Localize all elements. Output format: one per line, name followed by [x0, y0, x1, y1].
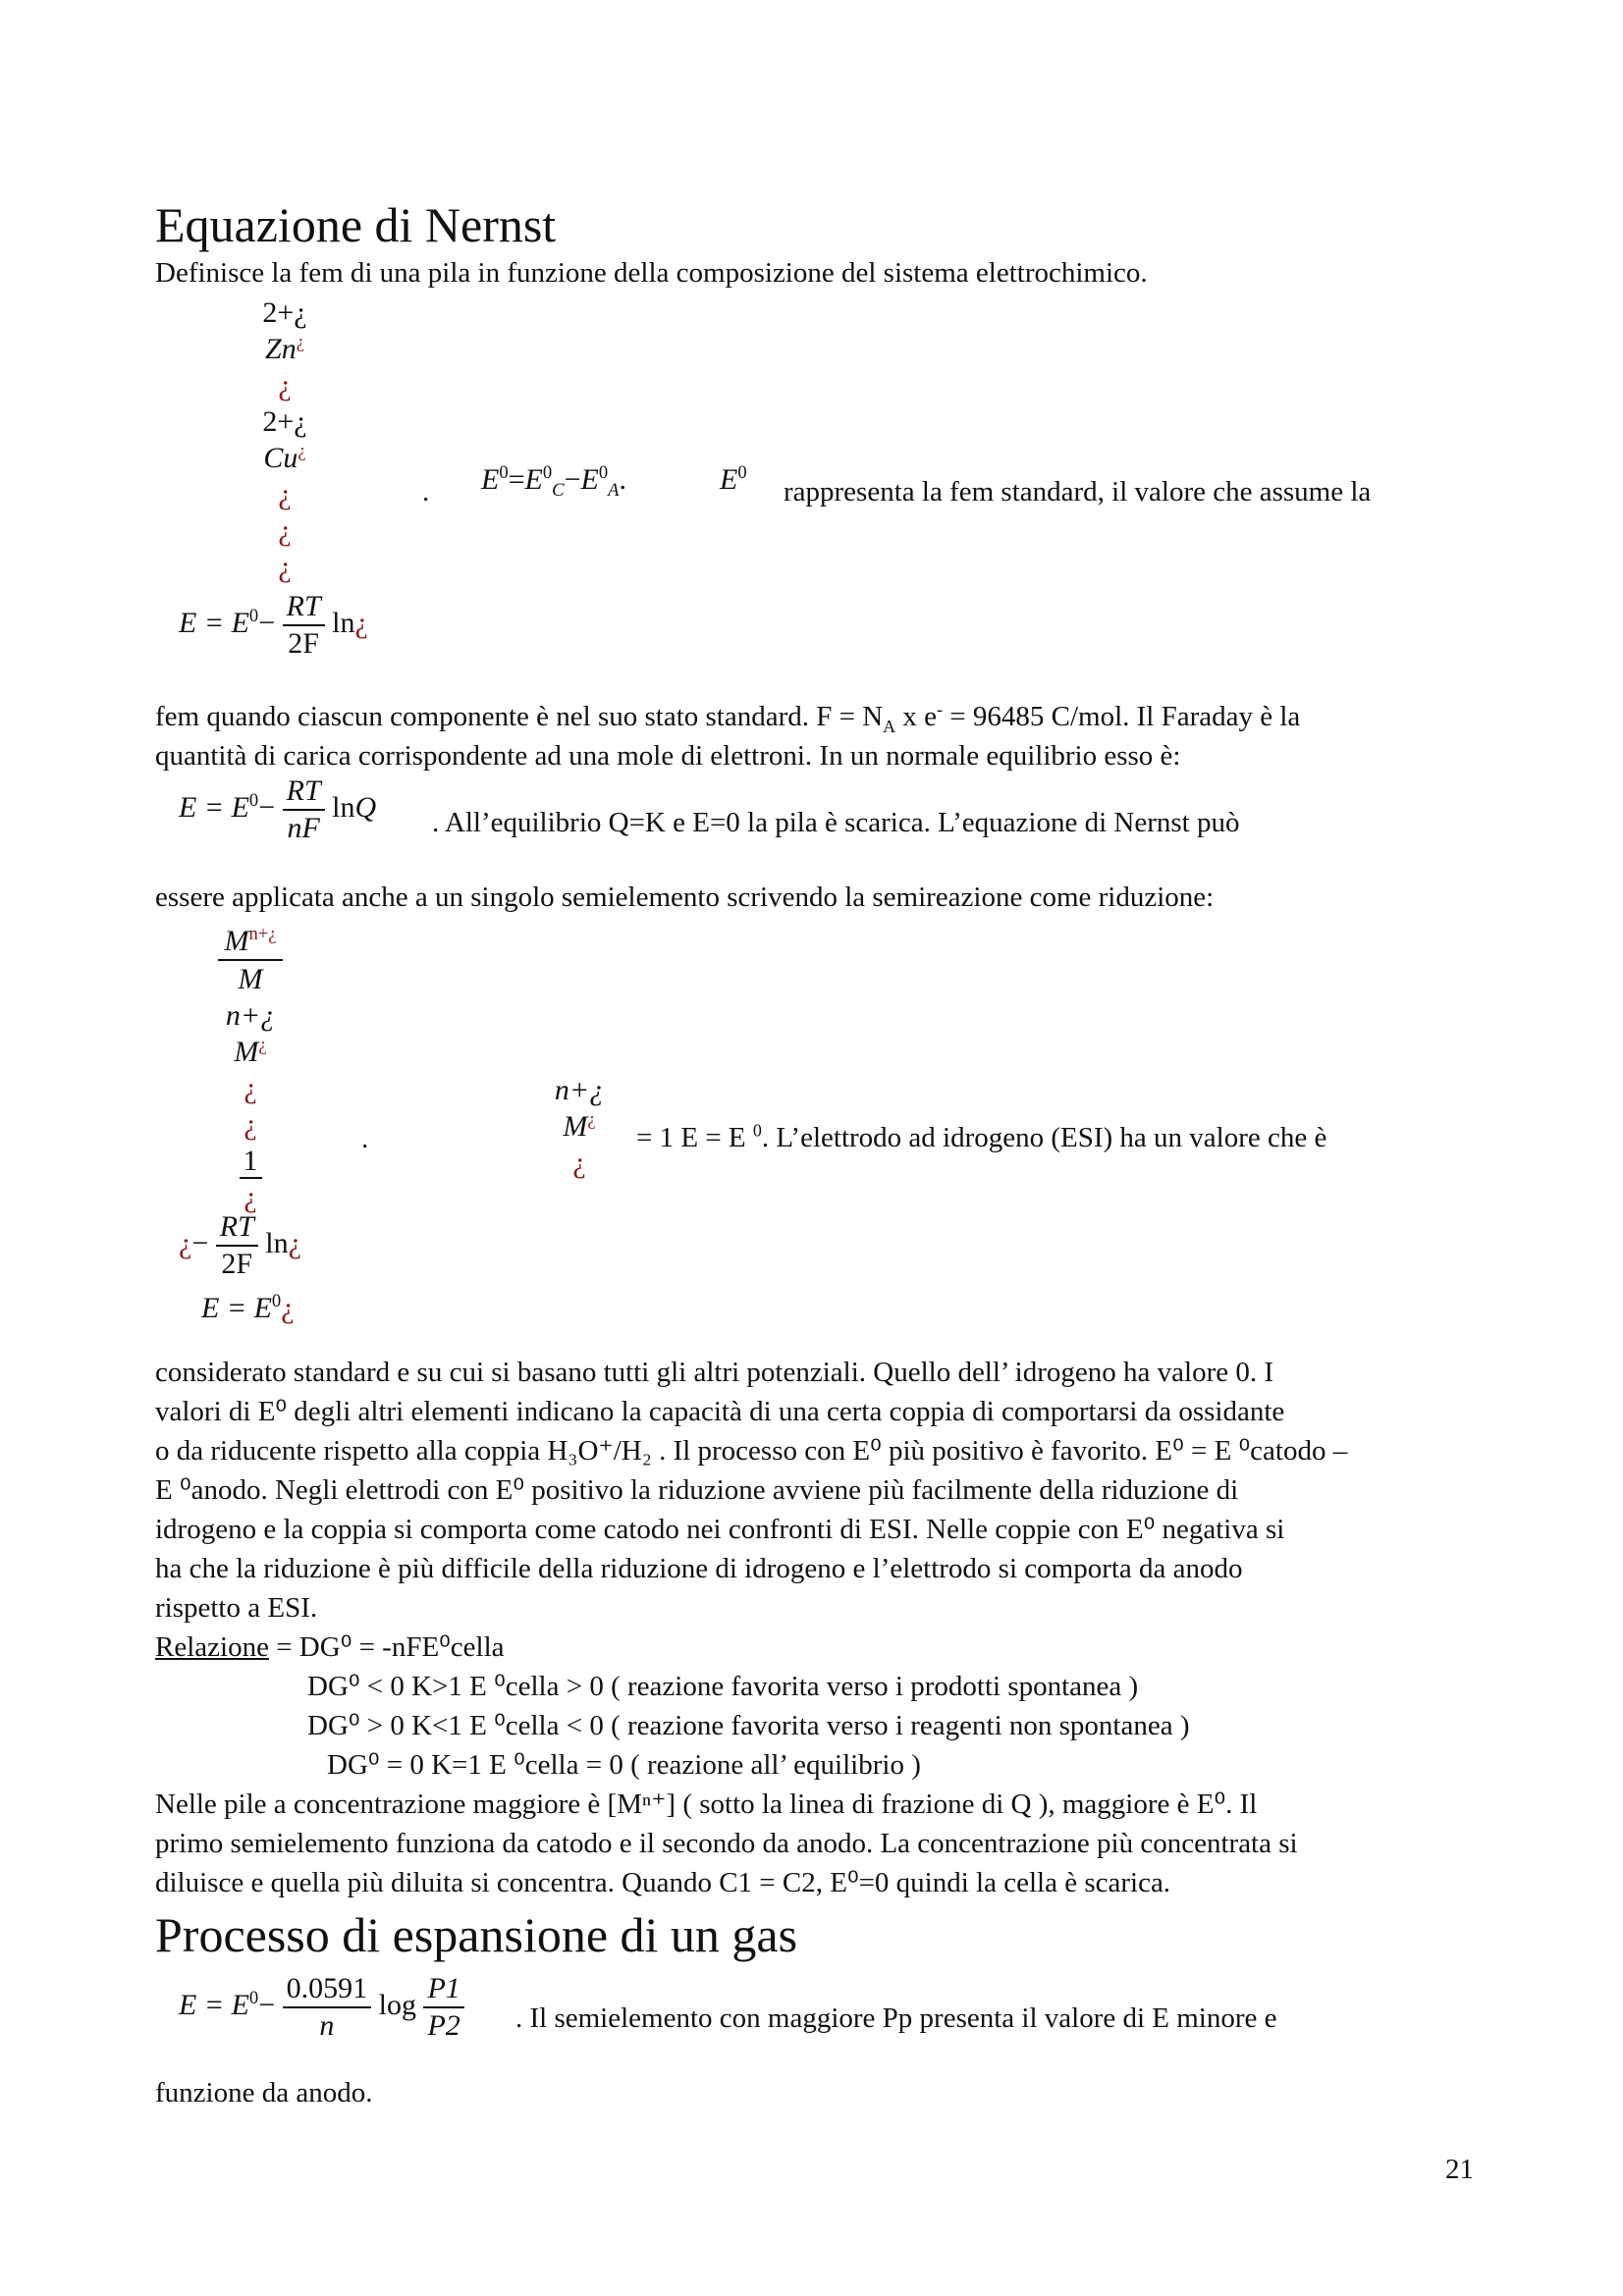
relation-row: DG⁰ < 0 K>1 E ⁰cella > 0 ( reazione favorita verso i prodotti spontanea ) — [307, 1671, 1139, 1702]
e0-symbol: $E^0$ — [720, 462, 747, 496]
nernst-equation-zn-cu: $E = E^0-$ $\frac{RT}{2F}$ ln¿ — [179, 590, 368, 660]
gas-expansion-text: . Il semielemento con maggiore Pp presenta il valore di E minore e — [515, 2002, 1277, 2034]
math-stack-top: 2+¿ Zn¿ ¿ 2+¿ Cu¿ ¿ ¿ ¿ — [262, 296, 307, 583]
gas-expansion-equation: $E = E^0-$ $\frac{0.0591}{n}$ log $\frac{P1}{P2}$ — [179, 1971, 464, 2044]
section-title-gas-expansion: Processo di espansione di un gas — [155, 1907, 798, 1962]
semielement-intro: essere applicata anche a un singolo semielemento scrivendo la semireazione come riduzione: — [155, 881, 1215, 913]
math-stack-semielement: $M^{n+¿}$ M n+¿ M¿ ¿ ¿ 1 ¿ — [201, 923, 299, 1215]
faraday-paragraph: fem quando ciascun componente è nel suo stato standard. $F = N_A$ x e- = 96485 C/mol. Il Faraday è la quantità di carica corrispondente ad una mole di elettroni. In un normale equilibrio esso è: — [155, 699, 1301, 772]
e-equals-e0: $E = E^0¿$ — [201, 1291, 295, 1324]
standard-potential-paragraph: considerato standard e su cui si basano tutti gli altri potenziali. Quello dell’ idrogeno ha valore 0. I valori di E⁰ degli altri elementi indicano la capacità di una certa coppia di comportarsi da ossidante o da riducente rispetto alla coppia H₃O⁺/H₂ . Il processo con E⁰ più positivo è favorito. E⁰ = E ⁰catodo – E ⁰anodo. Negli elettrodi con E⁰ positivo la riduzione avviene più facilmente della riduzione di idrogeno e la coppia si comporta come catodo nei confronti di ESI. Nelle coppie con E⁰ negativa si ha che la riduzione è più difficile della riduzione di idrogeno e l’elettrodo si comporta da anodo rispetto a ESI. — [155, 1357, 1348, 1624]
e0-description: rappresenta la fem standard, il valore che assume la — [784, 476, 1372, 507]
final-line: funzione da anodo. — [155, 2077, 373, 2109]
dot-separator-2: . — [361, 1123, 369, 1154]
nernst-equation-semielement: ¿− $\frac{RT}{2F}$ ln¿ — [179, 1210, 301, 1280]
relation-line: Relazione = DG⁰ = -nFE⁰cella — [155, 1631, 505, 1663]
intro-line: Definisce la fem di una pila in funzione della composizione del sistema elettrochimico. — [155, 257, 1148, 289]
dot-separator: . — [422, 476, 430, 507]
relation-row: DG⁰ > 0 K<1 E ⁰cella < 0 ( reazione favorita verso i reagenti non spontanea ) — [307, 1710, 1190, 1741]
page-number: 21 — [1445, 2154, 1474, 2185]
math-stack-middle: n+¿ M¿ ¿ — [554, 1074, 605, 1179]
relation-row: DG⁰ = 0 K=1 E ⁰cella = 0 ( reazione all’ equilibrio ) — [327, 1749, 921, 1781]
esi-text: = 1 E = E $^0$. L’elettrodo ad idrogeno (ESI) ha un valore che è — [636, 1120, 1327, 1153]
section-title-nernst: Equazione di Nernst — [155, 197, 557, 252]
standard-emf-equation: $E^0=E^0_C-E^0_A$. — [481, 462, 626, 501]
nernst-equation-general: $E = E^0-$ $\frac{RT}{nF}$ lnQ — [179, 774, 377, 844]
equilibrium-text: . All’equilibrio Q=K e E=0 la pila è scarica. L’equazione di Nernst può — [432, 807, 1240, 838]
concentration-paragraph: Nelle pile a concentrazione maggiore è [Mⁿ⁺] ( sotto la linea di frazione di Q ), maggiore è E⁰. Il primo semielemento funziona da catodo e il secondo da anodo. La concentrazione più concentrata si diluisce e quella più diluita si concentra. Quando C1 = C2, E⁰=0 quindi la cella è scarica. — [155, 1789, 1298, 1898]
